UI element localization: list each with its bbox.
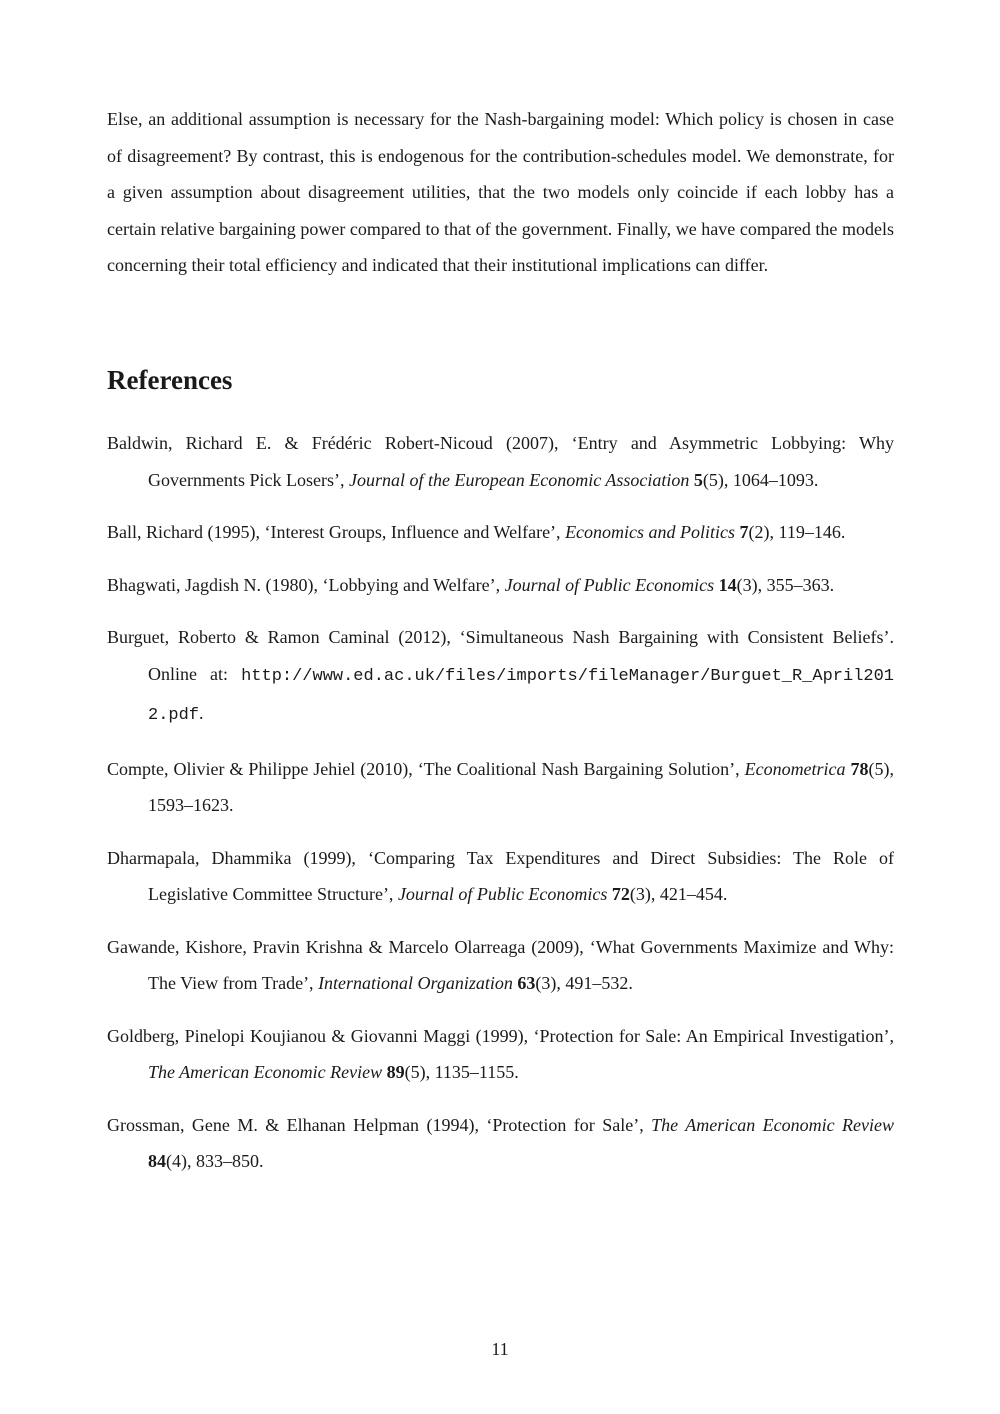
- page-body: [107, 101, 894, 1171]
- ref-volume: 14: [718, 574, 737, 595]
- references-heading: References: [107, 365, 233, 395]
- ref-pages: (3), 421–454.: [629, 884, 728, 904]
- ref-authors: Ball, Richard (1995),: [107, 522, 265, 542]
- reference-item: [107, 514, 894, 551]
- ref-pages: (3), 491–532.: [535, 973, 633, 993]
- ref-title: ‘Simultaneous Nash Bargaining with Consistent Beliefs’. Online at:: [148, 627, 894, 684]
- ref-authors: Burguet, Roberto & Ramon Caminal (2012),: [107, 627, 460, 647]
- ref-journal: Journal of the European Economic Association: [348, 469, 690, 490]
- ref-authors: Gawande, Kishore, Pravin Krishna & Marcelo Olarreaga (2009),: [107, 936, 590, 957]
- ref-journal: Economics and Politics: [565, 522, 736, 542]
- ref-url-link[interactable]: http://www.ed.ac.uk/files/imports/fileManager/Burguet_R_April2012.pdf: [148, 666, 894, 725]
- reference-list: [107, 425, 894, 1196]
- reference-item: [107, 751, 894, 824]
- ref-pages: (3), 355–363.: [736, 574, 835, 595]
- ref-volume: 72: [611, 884, 630, 904]
- conclusion-paragraph: Else, an additional assumption is necessary for the Nash-bargaining model: Which policy is chosen in case of disagreement? By contrast, this is endogenous for the contribution-schedules model. We demonstrate, for a given assumption about disagreement utilities, that the two models only coincide if each lobby has a certain relative bargaining power compared to that of the government. Finally, we have compared the models concerning their total efficiency and indicated that their institutional implications can differ.: [107, 109, 894, 275]
- ref-volume: 7: [739, 522, 749, 542]
- ref-title: ‘Entry and Asymmetric Lobbying: Why Governments Pick Losers’,: [148, 433, 894, 490]
- ref-title: ‘Lobbying and Welfare’,: [322, 574, 505, 595]
- ref-journal: Journal of Public Economics: [504, 574, 715, 595]
- reference-item: [107, 929, 894, 1002]
- ref-volume: 63: [517, 973, 536, 993]
- ref-title: ‘Comparing Tax Expenditures and Direct Subsidies: The Role of Legislative Committee Structure’,: [148, 847, 894, 904]
- ref-volume: 78: [850, 758, 869, 779]
- reference-item: [107, 567, 894, 604]
- ref-authors: Dharmapala, Dhammika (1999),: [107, 847, 368, 868]
- ref-pages: (5), 1064–1093.: [702, 469, 819, 490]
- ref-authors: Bhagwati, Jagdish N. (1980),: [107, 574, 323, 595]
- ref-title: ‘The Coalitional Nash Bargaining Solution’,: [417, 758, 745, 779]
- ref-journal: Journal of Public Economics: [397, 884, 608, 904]
- reference-item: [107, 619, 894, 735]
- ref-title: ‘Interest Groups, Influence and Welfare’,: [264, 522, 566, 542]
- ref-title: ‘Protection for Sale’,: [486, 1114, 652, 1135]
- ref-title: ‘What Governments Maximize and Why: The View from Trade’,: [148, 936, 894, 993]
- ref-journal: The American Economic Review: [651, 1114, 894, 1135]
- ref-title: ‘Protection for Sale: An Empirical Investigation’,: [533, 1025, 894, 1046]
- ref-volume: 89: [386, 1062, 405, 1082]
- ref-authors: Baldwin, Richard E. & Frédéric Robert-Nicoud (2007),: [107, 433, 572, 453]
- ref-journal: International Organization: [318, 973, 513, 993]
- ref-pages: (4), 833–850.: [166, 1151, 264, 1171]
- reference-item: [107, 425, 894, 498]
- reference-item: [107, 840, 894, 913]
- ref-journal: The American Economic Review: [148, 1062, 383, 1082]
- ref-journal: Econometrica: [744, 758, 846, 779]
- ref-authors: Grossman, Gene M. & Elhanan Helpman (1994),: [107, 1114, 487, 1135]
- page-number: 11: [491, 1339, 509, 1359]
- ref-pages: (2), 119–146.: [748, 522, 846, 542]
- ref-authors: Compte, Olivier & Philippe Jehiel (2010),: [107, 758, 418, 779]
- ref-authors: Goldberg, Pinelopi Koujianou & Giovanni Maggi (1999),: [107, 1025, 534, 1046]
- reference-item: [107, 1107, 894, 1180]
- ref-pages: (5), 1135–1155.: [404, 1062, 519, 1082]
- ref-volume: 5: [693, 469, 703, 490]
- ref-pages: .: [199, 703, 204, 723]
- ref-pages: (5), 1593–1623.: [148, 758, 894, 815]
- reference-item: [107, 1018, 894, 1091]
- ref-volume: 84: [148, 1151, 166, 1171]
